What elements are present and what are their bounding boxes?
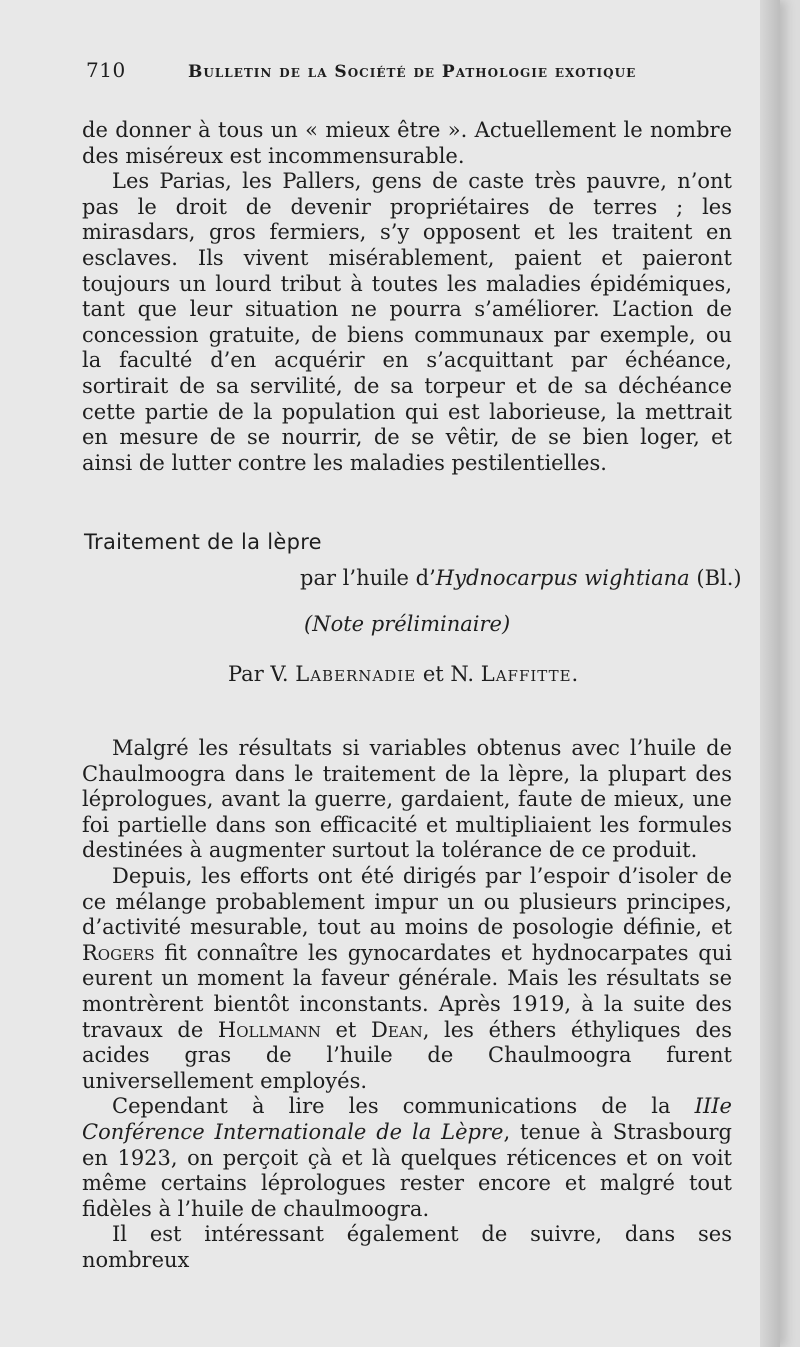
text-run: , les éthers éthyliques des acides gras de l’huile de Chaulmoogra furent universellement employés.: [82, 1017, 732, 1093]
author-name: Labernadie: [295, 662, 417, 686]
paragraph: de donner à tous un « mieux être ». Actuellement le nombre des miséreux est incommensurable.: [82, 118, 732, 168]
authors-and: et N.: [416, 662, 481, 686]
text-run: et: [320, 1017, 371, 1042]
subtitle-prefix: par l’huile d’: [300, 566, 436, 590]
page-edge: [760, 0, 780, 1347]
page-number: 710: [86, 58, 126, 82]
journal-title: Bulletin de la Société de Pathologie exotique: [188, 62, 637, 82]
subtitle-species: Hydnocarpus wightiana: [435, 566, 690, 590]
paragraph: Malgré les résultats si variables obtenus avec l’huile de Chaulmoogra dans le traitement de la lèpre, la plupart des léprologues, avant la guerre, gardaient, faute de mieux, une foi partielle dans son efficacité et multipliaient les formules destinées à augmenter surtout la tolérance de ce produit.: [82, 736, 732, 863]
author-ref: Hollmann: [217, 1017, 321, 1042]
text-run: Cependant à lire les communications de la: [112, 1094, 695, 1119]
text-run: Depuis, les efforts ont été dirigés par l’espoir d’isoler de ce mélange probablement impur un ou plusieurs principes, d’activité mesurable, tout au moins de posologie définie, et: [82, 863, 732, 940]
article-title: Traitement de la lèpre: [84, 530, 322, 554]
conference-name: IIIe Conférence Internationale de la Lèpre: [82, 1094, 732, 1144]
paragraph: Il est intéressant également de suivre, dans ses nombreux: [82, 1222, 732, 1272]
author-ref: Rogers: [82, 940, 155, 965]
paragraph: Les Parias, les Pallers, gens de caste très pauvre, n’ont pas le droit de devenir propriétaires de terres ; les mirasdars, gros fermiers, s’y opposent et les traitent en esclaves. Ils vivent misérablement, paient et paieront toujours un lourd tribut à toutes les maladies épidémiques, tant que leur situation ne pourra s’améliorer. L’action de concession gratuite, de biens communaux par exemple, ou la faculté d’en acquérir en s’acquittant par échéance, sortirait de sa servilité, de sa torpeur et de sa déchéance cette partie de la population qui est laborieuse, la mettrait en mesure de se nourrir, de se vêtir, de se bien loger, et ainsi de lutter contre les maladies pestilentielles.: [82, 169, 732, 475]
authors-prefix: Par V.: [228, 662, 296, 686]
article-note: (Note préliminaire): [304, 612, 511, 636]
paragraph: [82, 864, 732, 1094]
authors-end: .: [571, 662, 579, 686]
author-ref: Dean: [370, 1017, 423, 1042]
paragraph: [82, 1094, 732, 1222]
author-name: Laffitte: [480, 662, 572, 686]
article-subtitle: [300, 566, 742, 590]
text-run: fit connaître les gynocardates et hydnocarpates qui eurent un moment la faveur générale. Mais les résultats se montrèrent bientôt inconstants. Après 1919, à la suite des travaux de: [82, 940, 732, 1042]
continuation-text: [82, 118, 732, 476]
subtitle-suffix: (Bl.): [689, 566, 742, 590]
text-run: , tenue à Strasbourg en 1923, on perçoit çà et là quelques réticences et on voit même certains léprologues rester encore et malgré tout fidèles à l’huile de chaulmoogra.: [82, 1119, 733, 1221]
article-body: [82, 736, 732, 1273]
article-authors: [228, 662, 578, 686]
